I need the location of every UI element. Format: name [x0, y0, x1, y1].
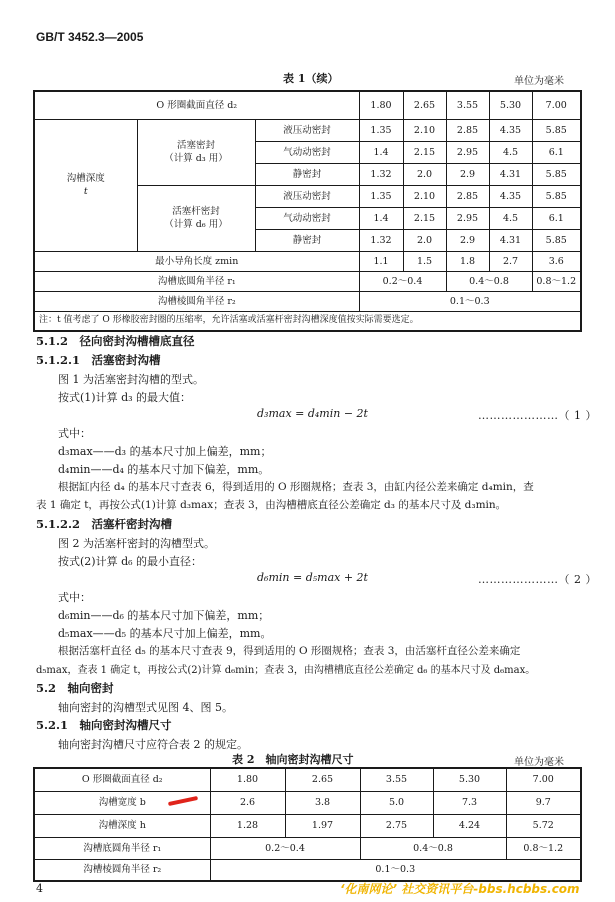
table1-row-zmin — [34, 251, 581, 271]
formula-1-number: …………………（ 1 ） — [478, 409, 597, 422]
cell: 9.7 — [506, 791, 581, 814]
cell: 1.80 — [359, 91, 403, 119]
where-label: 式中： — [58, 591, 91, 604]
table2-row-d2 — [34, 768, 581, 791]
formula-2-number: …………………（ 2 ） — [478, 573, 597, 586]
section-5-2-1: 5.2.1 轴向密封沟槽尺寸 — [36, 718, 172, 732]
cell: 1.97 — [285, 814, 360, 837]
cell: 0.2～0.4 — [210, 837, 360, 859]
cell: 2.7 — [489, 251, 532, 271]
paragraph: 图 2 为活塞杆密封的沟槽型式。 — [58, 537, 215, 550]
formula-1: d₃max = d₄min − 2t — [257, 407, 368, 420]
cell: 2.0 — [403, 163, 446, 185]
cell: 2.95 — [446, 141, 489, 163]
seal-type: 液压动密封 — [255, 119, 359, 141]
paragraph: d₅max，查表 1 确定 t，再按公式(2)计算 d₆min；查表 3，由沟槽槽底直径公差确定 d₆ 的基本尺寸及 d₆max。 — [36, 665, 536, 676]
cell: 4.24 — [433, 814, 506, 837]
cell: 3.6 — [532, 251, 581, 271]
page-number: 4 — [36, 882, 43, 895]
seal-type: 液压动密封 — [255, 185, 359, 207]
table1-row-r2 — [34, 291, 581, 311]
table1-caption: 表 1（续） — [283, 72, 339, 85]
paragraph: 图 1 为活塞密封沟槽的型式。 — [58, 373, 204, 386]
cell: 2.15 — [403, 207, 446, 229]
paragraph: 表 1 确定 t，再按公式(1)计算 d₃max；查表 3，由沟槽槽底直径公差确定 d₃ 的基本尺寸及 d₃min。 — [36, 499, 507, 511]
row-label: O 形圈截面直径 d₂ — [34, 768, 210, 791]
cell: 0.2～0.4 — [359, 271, 446, 291]
cell: 5.85 — [532, 185, 581, 207]
cell: 0.8～1.2 — [532, 271, 581, 291]
r2-label: 沟槽棱圆角半径 r₂ — [34, 291, 359, 311]
cell: 1.8 — [446, 251, 489, 271]
table2-row-r2 — [34, 859, 581, 881]
table2 — [33, 767, 582, 882]
cell: 2.95 — [446, 207, 489, 229]
paragraph: 轴向密封沟槽尺寸应符合表 2 的规定。 — [58, 738, 248, 751]
cell: 0.4～0.8 — [360, 837, 506, 859]
depth-label-cell — [34, 119, 137, 251]
cell: 0.1～0.3 — [210, 859, 581, 881]
cell: 7.3 — [433, 791, 506, 814]
piston-sub-label: （计算 d₃ 用） — [164, 153, 228, 164]
cell: 2.10 — [403, 119, 446, 141]
section-5-1-2-2: 5.1.2.2 活塞杆密封沟槽 — [36, 517, 173, 531]
where-label: 式中： — [58, 427, 91, 440]
cell: 1.5 — [403, 251, 446, 271]
cell: 5.85 — [532, 119, 581, 141]
cell: 4.31 — [489, 229, 532, 251]
table1-row-piston-hydraulic — [34, 119, 581, 141]
cell: 7.00 — [506, 768, 581, 791]
table2-row-width — [34, 791, 581, 814]
cell: 4.5 — [489, 141, 532, 163]
cell: 2.9 — [446, 163, 489, 185]
cell: 2.10 — [403, 185, 446, 207]
rod-group-cell — [137, 185, 255, 251]
table1-unit: 单位为毫米 — [514, 76, 564, 87]
depth-label: 沟槽深度 — [66, 173, 105, 184]
cell: 1.28 — [210, 814, 285, 837]
row-label: 沟槽棱圆角半径 r₂ — [34, 859, 210, 881]
paragraph: 根据活塞杆直径 d₅ 的基本尺寸查表 9，得到适用的 O 形圈规格；查表 3，由活塞杆直径公差来确定 — [58, 645, 521, 657]
cell: 1.4 — [359, 207, 403, 229]
cell: 5.72 — [506, 814, 581, 837]
cell: 3.55 — [360, 768, 433, 791]
paragraph: 轴向密封的沟槽型式见图 4、图 5。 — [58, 701, 233, 714]
cell: 5.85 — [532, 229, 581, 251]
paragraph: 根据缸内径 d₄ 的基本尺寸查表 6，得到适用的 O 形圈规格；查表 3，由缸内径公差来确定 d₄min，查 — [58, 481, 534, 493]
d2-label: O 形圈截面直径 d₂ — [34, 91, 359, 119]
cell: 1.35 — [359, 185, 403, 207]
section-5-1-2: 5.1.2 径向密封沟槽槽底直径 — [36, 334, 195, 348]
cell: 7.00 — [532, 91, 581, 119]
cell: 2.9 — [446, 229, 489, 251]
cell: 5.30 — [489, 91, 532, 119]
row-label: 沟槽深度 h — [34, 814, 210, 837]
cell: 1.32 — [359, 163, 403, 185]
rod-label: 活塞杆密封 — [172, 206, 220, 217]
cell: 4.35 — [489, 185, 532, 207]
definition: d₄min——d₄ 的基本尺寸加下偏差，mm。 — [58, 463, 270, 476]
cell: 4.31 — [489, 163, 532, 185]
table2-row-depth — [34, 814, 581, 837]
cell: 3.55 — [446, 91, 489, 119]
cell: 1.32 — [359, 229, 403, 251]
cell: 5.30 — [433, 768, 506, 791]
paragraph: 按式(2)计算 d₆ 的最小直径： — [58, 555, 203, 568]
table1-row-d2 — [34, 91, 581, 119]
cell: 1.1 — [359, 251, 403, 271]
section-5-2: 5.2 轴向密封 — [36, 681, 114, 695]
standard-number: GB/T 3452.3—2005 — [36, 30, 144, 44]
cell: 2.85 — [446, 185, 489, 207]
cell: 0.4～0.8 — [446, 271, 532, 291]
watermark: ‘化南网论’ 社交资讯平台-bbs.hcbbs.com — [340, 882, 580, 896]
cell: 1.35 — [359, 119, 403, 141]
cell: 5.85 — [532, 163, 581, 185]
table2-caption: 表 2 轴向密封沟槽尺寸 — [232, 753, 354, 766]
cell: 1.4 — [359, 141, 403, 163]
cell: 6.1 — [532, 207, 581, 229]
cell: 2.85 — [446, 119, 489, 141]
table1-row-note — [34, 311, 581, 331]
cell: 2.6 — [210, 791, 285, 814]
seal-type: 气动动密封 — [255, 207, 359, 229]
cell: 4.35 — [489, 119, 532, 141]
cell: 2.65 — [285, 768, 360, 791]
zmin-label: 最小导角长度 zmin — [34, 251, 359, 271]
row-label: 沟槽宽度 b — [34, 791, 210, 814]
cell: 6.1 — [532, 141, 581, 163]
paragraph: 按式(1)计算 d₃ 的最大值： — [58, 391, 192, 404]
table2-row-r1 — [34, 837, 581, 859]
definition: d₅max——d₅ 的基本尺寸加上偏差，mm。 — [58, 627, 272, 640]
depth-symbol: t — [83, 186, 88, 197]
definition: d₃max——d₃ 的基本尺寸加上偏差，mm； — [58, 445, 272, 458]
r1-label: 沟槽底圆角半径 r₁ — [34, 271, 359, 291]
cell: 2.0 — [403, 229, 446, 251]
table2-unit: 单位为毫米 — [514, 757, 564, 768]
table1-note: 注：t 值考虑了 O 形橡胶密封圈的压缩率，允许活塞或活塞杆密封沟槽深度值按实际需要选定。 — [34, 311, 581, 331]
table1 — [33, 90, 582, 332]
cell: 2.75 — [360, 814, 433, 837]
cell: 0.1～0.3 — [359, 291, 581, 311]
row-label: 沟槽底圆角半径 r₁ — [34, 837, 210, 859]
cell: 2.15 — [403, 141, 446, 163]
cell: 4.5 — [489, 207, 532, 229]
cell: 5.0 — [360, 791, 433, 814]
section-5-1-2-1: 5.1.2.1 活塞密封沟槽 — [36, 353, 161, 367]
piston-label: 活塞密封 — [176, 140, 215, 151]
table1-row-r1 — [34, 271, 581, 291]
cell: 1.80 — [210, 768, 285, 791]
cell: 0.8～1.2 — [506, 837, 581, 859]
cell: 2.65 — [403, 91, 446, 119]
piston-group-cell — [137, 119, 255, 185]
definition: d₆min——d₆ 的基本尺寸加下偏差，mm； — [58, 609, 270, 622]
rod-sub-label: （计算 d₆ 用） — [164, 219, 228, 230]
seal-type: 气动动密封 — [255, 141, 359, 163]
seal-type: 静密封 — [255, 229, 359, 251]
formula-2: d₆min = d₅max + 2t — [257, 571, 368, 584]
seal-type: 静密封 — [255, 163, 359, 185]
cell: 3.8 — [285, 791, 360, 814]
